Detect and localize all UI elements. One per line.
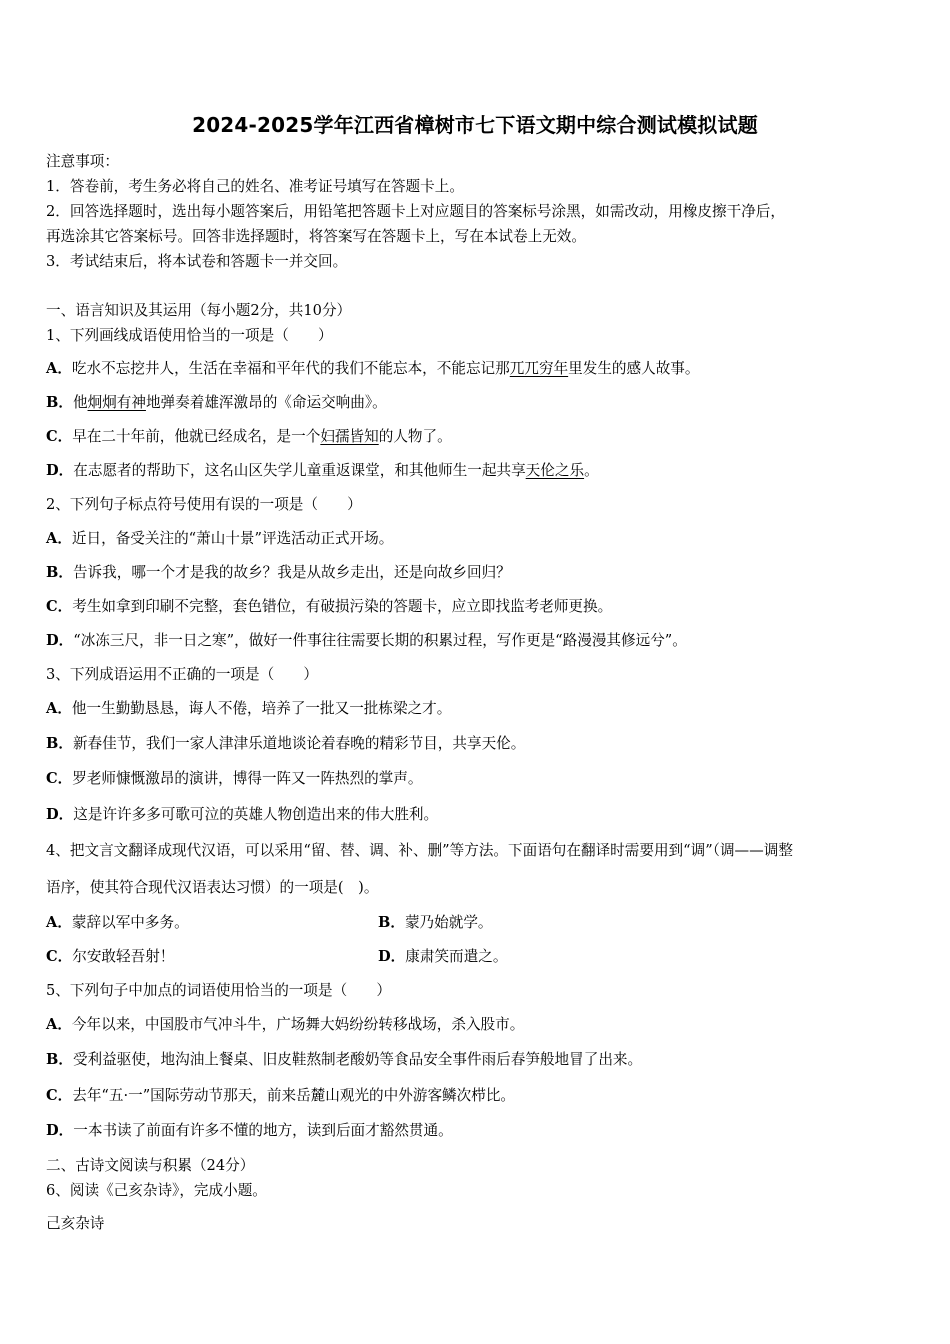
option-letter: D．	[378, 948, 406, 965]
option-letter: A．	[46, 530, 72, 547]
q4-stem-line-2: 语序，使其符合现代汉语表达习惯）的一项是( )。	[46, 879, 379, 896]
q5-option-c: C．去年“五·一”国际劳动节那天，前来岳麓山观光的中外游客鳞次栉比。	[46, 1087, 516, 1104]
option-letter: C．	[46, 428, 73, 445]
underlined-idiom: 兀兀穷年	[509, 360, 569, 377]
option-letter: C．	[46, 598, 73, 615]
q1-option-d: D．在志愿者的帮助下，这名山区失学儿童重返课堂，和其他师生一起共享天伦之乐。	[46, 462, 599, 479]
q6-stem: 6、阅读《己亥杂诗》，完成小题。	[46, 1182, 267, 1199]
q1-option-a: A．吃水不忘挖井人，生活在幸福和平年代的我们不能忘本，不能忘记那兀兀穷年里发生的感人故事。	[46, 360, 700, 377]
underlined-idiom: 炯炯有神	[87, 394, 146, 411]
exam-title: 2024-2025学年江西省樟树市七下语文期中综合测试模拟试题	[192, 113, 758, 137]
q4-stem-line-1: 4、把文言文翻译成现代汉语，可以采用“留、替、调、补、删”等方法。下面语句在翻译时需要用到“调”（调——调整	[46, 842, 793, 859]
option-letter: D．	[46, 806, 74, 823]
option-letter: A．	[46, 1016, 72, 1033]
option-letter: B．	[46, 735, 73, 752]
option-letter: A．	[46, 700, 72, 717]
underlined-idiom: 妇孺皆知	[320, 428, 379, 445]
q3-option-a: A．他一生勤勤恳恳，诲人不倦，培养了一批又一批栋梁之才。	[46, 700, 452, 717]
option-letter: B．	[378, 914, 405, 931]
section-2-heading: 二、古诗文阅读与积累（24分）	[46, 1157, 255, 1174]
q4-option-b: B．蒙乃始就学。	[378, 914, 493, 931]
q5-stem: 5、下列句子中加点的词语使用恰当的一项是（ ）	[46, 982, 391, 999]
option-letter: D．	[46, 1122, 74, 1139]
notice-item-2-cont: 再选涂其它答案标号。回答非选择题时，将答案写在答题卡上，写在本试卷上无效。	[46, 228, 586, 245]
q2-option-b: B．告诉我，哪一个才是我的故乡？我是从故乡走出，还是向故乡回归？	[46, 564, 511, 581]
underlined-idiom: 天伦之乐	[525, 462, 585, 479]
q3-option-b: B．新春佳节，我们一家人津津乐道地谈论着春晚的精彩节目，共享天伦。	[46, 735, 526, 752]
q4-option-d: D．康肃笑而遣之。	[378, 948, 508, 965]
q5-option-a: A．今年以来，中国股市气冲斗牛，广场舞大妈纷纷转移战场，杀入股市。	[46, 1016, 525, 1033]
q1-stem: 1、下列画线成语使用恰当的一项是（ ）	[46, 327, 333, 344]
q5-option-d: D．一本书读了前面有许多不懂的地方，读到后面才豁然贯通。	[46, 1122, 453, 1139]
option-letter: C．	[46, 770, 73, 787]
option-letter: B．	[46, 394, 73, 411]
notice-item-1: 1．答卷前，考生务必将自己的姓名、准考证号填写在答题卡上。	[46, 178, 464, 195]
notice-heading: 注意事项：	[46, 153, 119, 170]
section-1-heading: 一、语言知识及其运用（每小题2分，共10分）	[46, 302, 352, 319]
q3-stem: 3、下列成语运用不正确的一项是（ ）	[46, 666, 318, 683]
option-letter: B．	[46, 1051, 73, 1068]
option-letter: B．	[46, 564, 73, 581]
q2-option-c: C．考生如拿到印刷不完整，套色错位，有破损污染的答题卡，应立即找监考老师更换。	[46, 598, 613, 615]
q4-option-a: A．蒙辞以军中多务。	[46, 914, 189, 931]
q1-option-c: C．早在二十年前，他就已经成名，是一个妇孺皆知的人物了。	[46, 428, 452, 445]
q2-option-a: A．近日，备受关注的“萧山十景”评选活动正式开场。	[46, 530, 394, 547]
option-letter: A．	[46, 360, 72, 377]
notice-item-3: 3．考试结束后，将本试卷和答题卡一并交回。	[46, 253, 348, 270]
option-letter: D．	[46, 632, 74, 649]
option-letter: C．	[46, 948, 73, 965]
q1-option-b: B．他炯炯有神地弹奏着雄浑激昂的《命运交响曲》。	[46, 394, 387, 411]
poem-title: 己亥杂诗	[46, 1215, 105, 1232]
q3-option-d: D．这是许许多多可歌可泣的英雄人物创造出来的伟大胜利。	[46, 806, 439, 823]
q2-stem: 2、下列句子标点符号使用有误的一项是（ ）	[46, 496, 362, 513]
q2-option-d: D．“冰冻三尺，非一日之寒”，做好一件事往往需要长期的积累过程，写作更是“路漫漫其修远兮”。	[46, 632, 687, 649]
q4-option-c: C．尔安敢轻吾射！	[46, 948, 175, 965]
q3-option-c: C．罗老师慷慨激昂的演讲，博得一阵又一阵热烈的掌声。	[46, 770, 423, 787]
q5-option-b: B．受利益驱使，地沟油上餐桌、旧皮鞋熬制老酸奶等食品安全事件雨后春笋般地冒了出来。	[46, 1051, 643, 1068]
option-letter: C．	[46, 1087, 73, 1104]
option-letter: D．	[46, 462, 74, 479]
option-letter: A．	[46, 914, 72, 931]
notice-item-2: 2．回答选择题时，选出每小题答案后，用铅笔把答题卡上对应题目的答案标号涂黑，如需改动，用橡皮擦干净后，	[46, 203, 785, 220]
